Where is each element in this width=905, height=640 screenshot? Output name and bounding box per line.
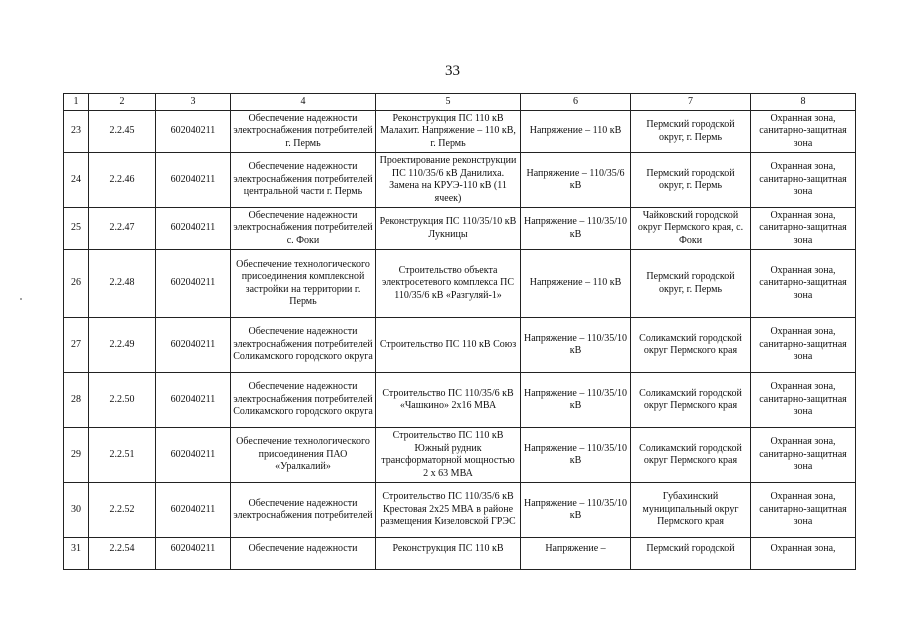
table-row xyxy=(64,208,856,250)
location-cell: Соликамский городской округ Пермского края xyxy=(631,373,751,428)
zone-cell: Охранная зона, санитарно-защитная зона xyxy=(751,428,856,483)
purpose-cell: Обеспечение надежности электроснабжения потребителей с. Фоки xyxy=(231,208,376,250)
header-row xyxy=(64,94,856,111)
object-cell: Строительство ПС 110/35/6 кВ Крестовая 2х25 МВА в районе размещения Кизеловской ГРЭС xyxy=(376,483,521,538)
location-cell: Пермский городской округ, г. Пермь xyxy=(631,250,751,318)
purpose-cell: Обеспечение надежности электроснабжения потребителей Соликамского городского округа xyxy=(231,318,376,373)
zone-cell: Охранная зона, санитарно-защитная зона xyxy=(751,111,856,153)
characteristics-cell: Напряжение – 110/35/10 кВ xyxy=(521,483,631,538)
purpose-cell: Обеспечение надежности электроснабжения потребителей г. Пермь xyxy=(231,111,376,153)
row-number-cell: 23 xyxy=(64,111,89,153)
location-cell: Пермский городской xyxy=(631,538,751,570)
object-cell: Строительство объекта электросетевого комплекса ПС 110/35/6 кВ «Разгуляй-1» xyxy=(376,250,521,318)
row-number-cell: 31 xyxy=(64,538,89,570)
row-number-cell: 28 xyxy=(64,373,89,428)
object-cell: Реконструкция ПС 110/35/10 кВ Лукницы xyxy=(376,208,521,250)
program-code-cell: 602040211 xyxy=(156,428,231,483)
program-code-cell: 602040211 xyxy=(156,111,231,153)
item-code-cell: 2.2.45 xyxy=(89,111,156,153)
page-number: 33 xyxy=(445,63,460,79)
object-cell: Строительство ПС 110 кВ Южный рудник трансформаторной мощностью 2 х 63 МВА xyxy=(376,428,521,483)
characteristics-cell: Напряжение – 110/35/10 кВ xyxy=(521,373,631,428)
object-cell: Реконструкция ПС 110 кВ Малахит. Напряжение – 110 кВ, г. Пермь xyxy=(376,111,521,153)
header-cell: 6 xyxy=(521,94,631,111)
header-cell: 1 xyxy=(64,94,89,111)
row-number-cell: 25 xyxy=(64,208,89,250)
location-cell: Соликамский городской округ Пермского края xyxy=(631,428,751,483)
header-cell: 2 xyxy=(89,94,156,111)
zone-cell: Охранная зона, санитарно-защитная зона xyxy=(751,483,856,538)
location-cell: Пермский городской округ, г. Пермь xyxy=(631,153,751,208)
characteristics-cell: Напряжение – 110 кВ xyxy=(521,111,631,153)
row-number-cell: 30 xyxy=(64,483,89,538)
purpose-cell: Обеспечение надежности электроснабжения потребителей xyxy=(231,483,376,538)
purpose-cell: Обеспечение надежности электроснабжения потребителей Соликамского городского округа xyxy=(231,373,376,428)
table-row xyxy=(64,428,856,483)
item-code-cell: 2.2.51 xyxy=(89,428,156,483)
program-code-cell: 602040211 xyxy=(156,153,231,208)
table-row xyxy=(64,111,856,153)
program-code-cell: 602040211 xyxy=(156,538,231,570)
table-row xyxy=(64,538,856,570)
program-code-cell: 602040211 xyxy=(156,483,231,538)
program-code-cell: 602040211 xyxy=(156,373,231,428)
characteristics-cell: Напряжение – 110/35/10 кВ xyxy=(521,208,631,250)
zone-cell: Охранная зона, санитарно-защитная зона xyxy=(751,318,856,373)
characteristics-cell: Напряжение – 110 кВ xyxy=(521,250,631,318)
header-cell: 3 xyxy=(156,94,231,111)
zone-cell: Охранная зона, санитарно-защитная зона xyxy=(751,373,856,428)
header-cell: 8 xyxy=(751,94,856,111)
characteristics-cell: Напряжение – 110/35/10 кВ xyxy=(521,428,631,483)
object-cell: Строительство ПС 110/35/6 кВ «Чашкино» 2х16 МВА xyxy=(376,373,521,428)
location-cell: Губахинский муниципальный округ Пермского края xyxy=(631,483,751,538)
purpose-cell: Обеспечение надежности xyxy=(231,538,376,570)
row-number-cell: 29 xyxy=(64,428,89,483)
register-table xyxy=(63,93,856,570)
characteristics-cell: Напряжение – xyxy=(521,538,631,570)
item-code-cell: 2.2.49 xyxy=(89,318,156,373)
location-cell: Соликамский городской округ Пермского края xyxy=(631,318,751,373)
program-code-cell: 602040211 xyxy=(156,318,231,373)
scan-speck xyxy=(20,298,22,300)
zone-cell: Охранная зона, санитарно-защитная зона xyxy=(751,250,856,318)
purpose-cell: Обеспечение надежности электроснабжения потребителей центральной части г. Пермь xyxy=(231,153,376,208)
item-code-cell: 2.2.47 xyxy=(89,208,156,250)
header-cell: 7 xyxy=(631,94,751,111)
program-code-cell: 602040211 xyxy=(156,208,231,250)
location-cell: Чайковский городской округ Пермского края, с. Фоки xyxy=(631,208,751,250)
item-code-cell: 2.2.50 xyxy=(89,373,156,428)
table-row xyxy=(64,373,856,428)
table-row xyxy=(64,318,856,373)
purpose-cell: Обеспечение технологического присоединения комплексной застройки на территории г. Пермь xyxy=(231,250,376,318)
purpose-cell: Обеспечение технологического присоединения ПАО «Уралкалий» xyxy=(231,428,376,483)
characteristics-cell: Напряжение – 110/35/10 кВ xyxy=(521,318,631,373)
header-cell: 4 xyxy=(231,94,376,111)
zone-cell: Охранная зона, санитарно-защитная зона xyxy=(751,208,856,250)
table-row xyxy=(64,250,856,318)
row-number-cell: 24 xyxy=(64,153,89,208)
item-code-cell: 2.2.48 xyxy=(89,250,156,318)
item-code-cell: 2.2.54 xyxy=(89,538,156,570)
item-code-cell: 2.2.46 xyxy=(89,153,156,208)
zone-cell: Охранная зона, санитарно-защитная зона xyxy=(751,153,856,208)
object-cell: Строительство ПС 110 кВ Союз xyxy=(376,318,521,373)
row-number-cell: 26 xyxy=(64,250,89,318)
table-row xyxy=(64,153,856,208)
header-cell: 5 xyxy=(376,94,521,111)
object-cell: Проектирование реконструкции ПС 110/35/6 кВ Данилиха. Замена на КРУЭ-110 кВ (11 ячеек) xyxy=(376,153,521,208)
location-cell: Пермский городской округ, г. Пермь xyxy=(631,111,751,153)
program-code-cell: 602040211 xyxy=(156,250,231,318)
item-code-cell: 2.2.52 xyxy=(89,483,156,538)
zone-cell: Охранная зона, xyxy=(751,538,856,570)
row-number-cell: 27 xyxy=(64,318,89,373)
table-row xyxy=(64,483,856,538)
object-cell: Реконструкция ПС 110 кВ xyxy=(376,538,521,570)
characteristics-cell: Напряжение – 110/35/6 кВ xyxy=(521,153,631,208)
